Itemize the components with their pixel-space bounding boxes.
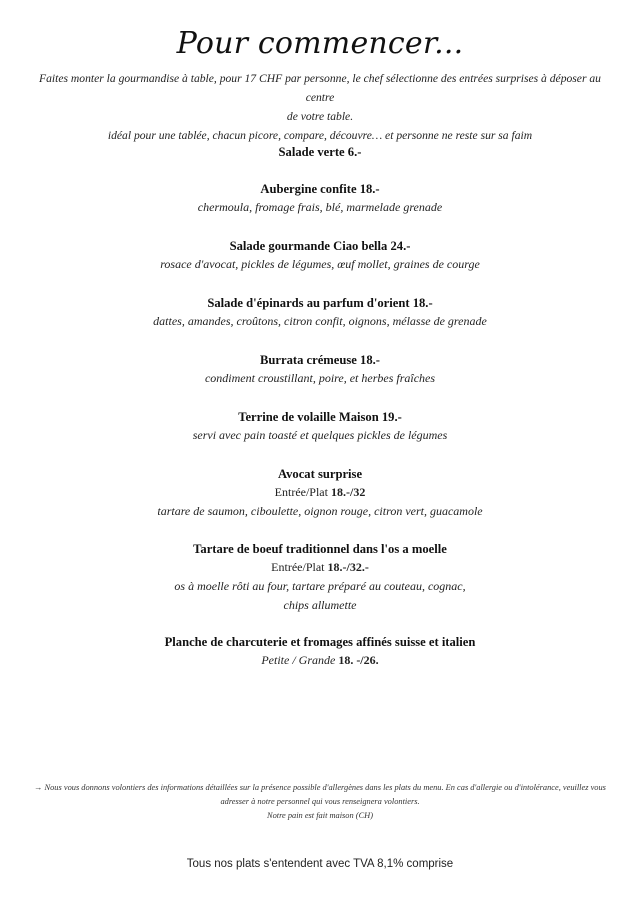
option-label: Entrée/Plat [271,560,328,574]
item-name: Aubergine confite 18.- [260,182,380,196]
item-description: servi avec pain toasté et quelques pickles de légumes [192,428,448,442]
intro-line: de votre table. [286,110,354,123]
allergen-line: → Nous vous donnons volontiers des informations détaillées sur la présence possible d'allergènes dans les plats du menu. En cas d'allergie ou d'intolérance, veuillez vous [34,783,606,792]
item-description: condiment croustillant, poire, et herbes fraîches [204,371,436,385]
item-name: Salade gourmande Ciao bella 24.- [229,239,411,253]
option-label: Entrée/Plat [274,485,331,499]
item-name: Tartare de boeuf traditionnel dans l'os a moelle [193,542,447,556]
vat-note: Tous nos plats s'entendent avec TVA 8,1% comprise [186,858,454,870]
option-price: 18. -/26. [338,653,379,667]
menu-item-aubergine [0,180,640,217]
item-name: Salade d'épinards au parfum d'orient 18.- [207,296,433,310]
item-name: Burrata crémeuse 18.- [260,353,380,367]
intro-line: idéal pour une tablée, chacun picore, compare, découvre… et personne ne reste sur sa faim [107,129,533,142]
bread-note: Notre pain est fait maison (CH) [266,811,373,820]
page-title: Pour commencer... [176,26,464,61]
item-description: os à moelle rôti au four, tartare préparé au couteau, cognac, [174,579,466,593]
item-options [0,558,640,577]
item-name: Salade verte 6.- [278,145,362,159]
item-description: dattes, amandes, croûtons, citron confit, oignons, mélasse de grenade [153,314,487,328]
option-label: Petite / Grande [261,653,339,667]
item-options [0,483,640,502]
menu-item-planche [0,633,640,670]
menu-item-burrata [0,351,640,388]
intro-text [24,69,616,145]
intro-line: Faites monter la gourmandise à table, pour 17 CHF par personne, le chef sélectionne des entrées surprises à déposer au centre [39,72,601,104]
allergen-line: adresser à notre personnel qui vous renseignera volontiers. [220,797,420,806]
menu-item-salade-epinards [0,294,640,331]
item-description: chermoula, fromage frais, blé, marmelade grenade [197,200,443,214]
option-price: 18.-/32 [330,485,366,499]
item-name: Avocat surprise [277,467,363,481]
menu-item-salade-gourmande [0,237,640,274]
menu-item-salade-verte [0,143,640,161]
item-name: Planche de charcuterie et fromages affinés suisse et italien [164,635,476,649]
item-options [0,651,640,670]
item-description: chips allumette [283,598,357,612]
option-price: 18.-/32.- [327,560,369,574]
menu-item-avocat [0,465,640,521]
menu-item-tartare [0,540,640,615]
allergen-notice [14,781,626,823]
item-description: rosace d'avocat, pickles de légumes, œuf mollet, graines de courge [160,257,480,271]
menu-item-terrine [0,408,640,445]
item-name: Terrine de volaille Maison 19.- [238,410,402,424]
item-description: tartare de saumon, ciboulette, oignon rouge, citron vert, guacamole [157,504,483,518]
